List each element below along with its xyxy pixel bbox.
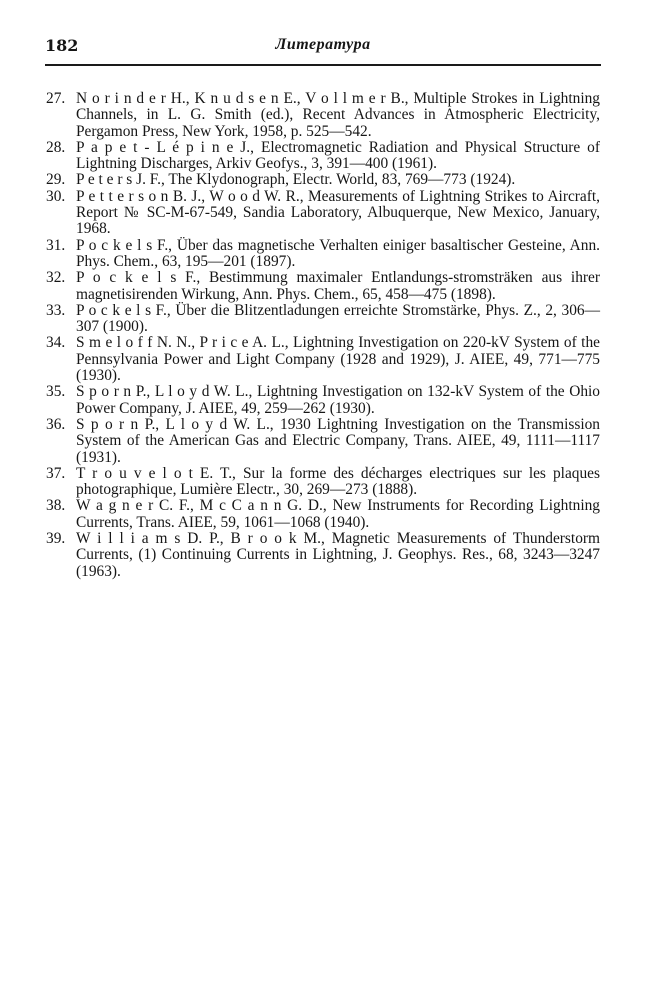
reference-text: P o c k e l s F., Über die Blitzentladungen erreichte Stromstärke, Phys. Z., 2, 306—307 (1900). [76,301,600,336]
reference-number: 36. [46,415,66,433]
reference-number: 33. [46,301,66,319]
reference-number: 35. [46,383,66,401]
running-title: Литература [275,36,371,53]
reference-item [46,238,600,271]
reference-text: N o r i n d e r H., K n u d s e n E., V o l l m e r B., Multiple Strokes in Lightning Channels, in L. G. Smith (ed.), Recent Advances in Atmospheric Electricity, Pergamon Press, New York, 1958, p. 525—542. [76,90,600,140]
reference-text: P e t t e r s o n B. J., W o o d W. R., Measurements of Lightning Strikes to Aircraft, Report № SC-M-67-549, Sandia Laboratory, Albuquerque, New Mexico, January, 1968. [76,187,600,238]
reference-text: S p o r n P., L l o y d W. L., 1930 Lightning Investigation on the Transmission System of the American Gas and Electric Company, Trans. AIEE, 49, 1111—1117 (1931). [76,415,600,466]
reference-text: P e t e r s J. F., The Klydonograph, Electr. World, 83, 769—773 (1924). [76,171,516,189]
reference-number: 30. [46,187,66,205]
reference-text: P o c k e l s F., Über das magnetische Verhalten einiger basaltischer Gesteine, Ann. Phys. Chem., 63, 195—201 (1897). [76,236,600,270]
reference-text: S m e l o f f N. N., P r i c e A. L., Lightning Investigation on 220-kV System of the Pennsylvania Power and Light Company (1928 and 1929), J. AIEE, 49, 771—775 (1930). [76,334,600,385]
reference-item [46,140,600,173]
reference-text: P a p e t - L é p i n e J., Electromagnetic Radiation and Physical Structure of Lightning Discharges, Arkiv Geofys., 3, 391—400 (1961). [76,138,600,173]
reference-number: 31. [46,236,66,254]
reference-item [46,466,600,499]
reference-number: 34. [46,334,66,352]
reference-text: W a g n e r C. F., M c C a n n G. D., New Instruments for Recording Lightning Currents, Trans. AIEE, 59, 1061—1068 (1940). [76,497,600,531]
reference-list [46,91,600,580]
reference-item [46,172,600,188]
reference-item [46,498,600,531]
reference-number: 27. [46,90,66,107]
reference-text: T r o u v e l o t E. T., Sur la forme des décharges electriques sur les plaques photographique, Lumière Electr., 30, 269—273 (1888). [76,464,600,499]
reference-item [46,189,600,238]
reference-item [46,270,600,303]
reference-item [46,335,600,384]
reference-number: 37. [46,464,66,482]
reference-number: 32. [46,269,66,287]
reference-text: W i l l i a m s D. P., B r o o k M., Magnetic Measurements of Thunderstorm Currents, (1) Continuing Currents in Lightning, J. Geophys. Res., 68, 3243—3247 (1963). [76,530,600,580]
reference-number: 28. [46,138,66,156]
reference-text: S p o r n P., L l o y d W. L., Lightning Investigation on 132-kV System of the Ohio Power Company, J. AIEE, 49, 259—262 (1930). [76,383,600,417]
reference-number: 39. [46,530,66,548]
reference-item [46,417,600,466]
reference-item [46,91,600,140]
reference-item [46,384,600,417]
reference-item [46,531,600,580]
header-rule [45,64,601,66]
page-number: 182 [45,36,79,55]
reference-number: 29. [46,171,66,189]
reference-item [46,303,600,336]
reference-text: P o c k e l s F., Bestimmung maximaler Entlandungs-stromsträken aus ihrer magnetisirenden Wirkung, Ann. Phys. Chem., 65, 458—475 (1898). [76,269,600,303]
reference-number: 38. [46,497,66,515]
page-header [45,36,601,60]
